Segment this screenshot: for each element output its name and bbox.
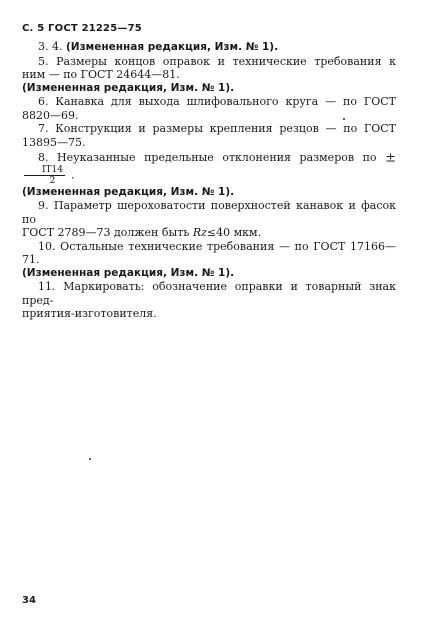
clause-7-line-1: 7. Конструкция и размеры крепления резцов — по ГОСТ bbox=[38, 122, 396, 135]
clause-8-period: . bbox=[71, 168, 75, 182]
tolerance-fraction bbox=[24, 165, 65, 186]
print-speck bbox=[343, 118, 345, 120]
clause-9-text: ГОСТ 2789—73 должен быть bbox=[22, 226, 193, 240]
roughness-symbol: Rz bbox=[192, 226, 207, 240]
amendment-note: (Измененная редакция, Изм. № 1). bbox=[22, 185, 235, 198]
clause-3-4-number: 3. 4. bbox=[38, 40, 66, 53]
amendment-note: (Измененная редакция, Изм. № 1). bbox=[22, 81, 235, 94]
clause-5-line-2: ним — по ГОСТ 24644—81. bbox=[22, 68, 180, 81]
clause-6-line-1: 6. Канавка для выхода шлифовального круга — по ГОСТ bbox=[38, 95, 396, 108]
clause-11-line-2: приятия-изготовителя. bbox=[22, 307, 157, 321]
clause-5-line-1: 5. Размеры концов оправок и технические требования к bbox=[38, 54, 396, 68]
page-number: 34 bbox=[22, 595, 36, 606]
fraction-denominator: 2 bbox=[49, 175, 56, 186]
document-body bbox=[22, 40, 396, 321]
fraction-numerator: IT14 bbox=[24, 165, 65, 176]
clause-8 bbox=[22, 151, 396, 186]
clause-3-4 bbox=[22, 40, 396, 55]
clause-10: 10. Остальные технические требования — по ГОСТ 17166—71. bbox=[22, 239, 396, 267]
plus-minus-sign: ± bbox=[385, 150, 396, 166]
clause-9-line-1: 9. Параметр шероховатости поверхностей канавок и фасок по bbox=[22, 199, 396, 226]
page-header: С. 5 ГОСТ 21225—75 bbox=[22, 23, 142, 34]
clause-7-line-2: 13895—75. bbox=[22, 135, 86, 149]
clause-9-line-2 bbox=[22, 226, 396, 240]
print-speck bbox=[89, 458, 91, 460]
amendment-note: (Измененная редакция, Изм. № 1). bbox=[22, 266, 235, 279]
clause-8-text: 8. Неуказанные предельные отклонения размеров по bbox=[38, 151, 377, 164]
roughness-value: ≤40 мкм. bbox=[206, 226, 262, 240]
clause-11-line-1: 11. Маркировать: обозначение оправки и товарный знак пред- bbox=[22, 280, 396, 307]
amendment-note: (Измененная редакция, Изм. № 1). bbox=[65, 41, 279, 53]
clause-6-line-2: 8820—69. bbox=[22, 108, 79, 122]
